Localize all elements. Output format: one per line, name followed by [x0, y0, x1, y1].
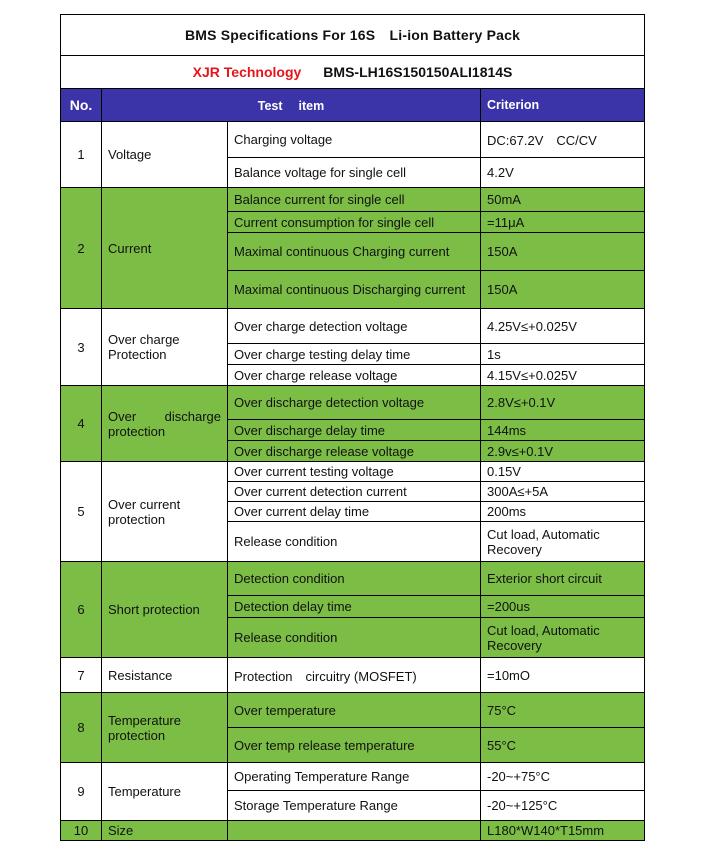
test-item: Over charge release voltage — [228, 365, 481, 386]
test-item: Charging voltage — [228, 122, 481, 158]
section-name: Temperature — [102, 763, 228, 821]
row-number: 4 — [61, 386, 102, 462]
criterion-line: Cut load, Automatic — [487, 622, 600, 638]
section-name: Resistance — [102, 658, 228, 693]
table-header — [61, 89, 645, 122]
test-item: Over discharge delay time — [228, 420, 481, 441]
test-item: Over charge detection voltage — [228, 309, 481, 344]
table-row — [61, 309, 645, 344]
section-name: Size — [102, 821, 228, 841]
section-name-line — [108, 409, 221, 424]
row-number: 10 — [61, 821, 102, 841]
section-name-line: Over charge — [108, 332, 180, 347]
section-name — [102, 309, 228, 386]
document-title: BMS Specifications For 16S Li-ion Battery Pack — [61, 15, 645, 56]
section-name-line: protection — [108, 423, 166, 439]
test-item: Over current testing voltage — [228, 462, 481, 482]
section-name-line: Protection — [108, 347, 167, 362]
table-row — [61, 821, 645, 841]
criterion: 4.2V — [481, 158, 645, 188]
test-item — [228, 821, 481, 841]
test-item: Release condition — [228, 618, 481, 658]
test-item: Maximal continuous Discharging current — [228, 271, 481, 309]
criterion-line: Recovery — [487, 541, 542, 557]
test-item: Balance voltage for single cell — [228, 158, 481, 188]
table-row — [61, 658, 645, 693]
header-criterion: Criterion — [481, 89, 645, 122]
section-name — [102, 386, 228, 462]
brand-model-row — [61, 56, 645, 89]
section-name-line: Temperature — [108, 712, 181, 728]
test-item: Over charge testing delay time — [228, 344, 481, 365]
criterion: 4.25V≤+0.025V — [481, 309, 645, 344]
test-item: Over temp release temperature — [228, 728, 481, 763]
test-item: Detection condition — [228, 562, 481, 596]
criterion: =200us — [481, 596, 645, 618]
row-number: 2 — [61, 188, 102, 309]
section-name-line: protection — [108, 727, 166, 743]
criterion: =11μA — [481, 212, 645, 233]
section-name-line: Over current — [108, 496, 181, 512]
test-item: Over current delay time — [228, 502, 481, 522]
criterion: 200ms — [481, 502, 645, 522]
table-row — [61, 693, 645, 728]
criterion — [481, 522, 645, 562]
criterion: 1s — [481, 344, 645, 365]
section-name-word: discharge — [164, 408, 221, 424]
criterion: 300A≤+5A — [481, 482, 645, 502]
row-number: 3 — [61, 309, 102, 386]
test-item: Operating Temperature Range — [228, 763, 481, 791]
section-name: Current — [102, 188, 228, 309]
table-row — [61, 562, 645, 596]
test-item: Over discharge detection voltage — [228, 386, 481, 420]
test-item: Maximal continuous Charging current — [228, 233, 481, 271]
section-name-line: protection — [108, 511, 166, 527]
row-number: 5 — [61, 462, 102, 562]
row-number: 6 — [61, 562, 102, 658]
model-number: BMS-LH16S150150ALI1814S — [323, 64, 513, 80]
section-name: Voltage — [102, 122, 228, 188]
test-item: Protection circuitry (MOSFET) — [228, 658, 481, 693]
criterion: -20~+75°C — [481, 763, 645, 791]
test-item: Current consumption for single cell — [228, 212, 481, 233]
criterion — [481, 618, 645, 658]
criterion: 2.9v≤+0.1V — [481, 441, 645, 462]
criterion: 150A — [481, 271, 645, 309]
criterion-line: Cut load, Automatic — [487, 526, 600, 542]
row-number: 7 — [61, 658, 102, 693]
row-number: 9 — [61, 763, 102, 821]
test-item: Over current detection current — [228, 482, 481, 502]
criterion: Exterior short circuit — [481, 562, 645, 596]
table-row — [61, 462, 645, 482]
test-item: Detection delay time — [228, 596, 481, 618]
row-number: 8 — [61, 693, 102, 763]
header-test-item: Test item — [102, 89, 481, 122]
test-item: Storage Temperature Range — [228, 791, 481, 821]
test-item: Balance current for single cell — [228, 188, 481, 212]
section-name-word: Over — [108, 408, 137, 424]
criterion: 150A — [481, 233, 645, 271]
test-item: Over discharge release voltage — [228, 441, 481, 462]
criterion: 0.15V — [481, 462, 645, 482]
criterion: DC:67.2V CC/CV — [481, 122, 645, 158]
criterion: =10mO — [481, 658, 645, 693]
header-no: No. — [61, 89, 102, 122]
criterion: 4.15V≤+0.025V — [481, 365, 645, 386]
criterion: L180*W140*T15mm — [481, 821, 645, 841]
section-name: Short protection — [102, 562, 228, 658]
section-name — [102, 693, 228, 763]
row-number: 1 — [61, 122, 102, 188]
section-name — [102, 462, 228, 562]
criterion: 55°C — [481, 728, 645, 763]
criterion: 75°C — [481, 693, 645, 728]
table-row — [61, 122, 645, 158]
test-item: Release condition — [228, 522, 481, 562]
criterion: 2.8V≤+0.1V — [481, 386, 645, 420]
table-row — [61, 386, 645, 420]
test-item: Over temperature — [228, 693, 481, 728]
brand-name: XJR Technology — [192, 64, 302, 80]
criterion: -20~+125°C — [481, 791, 645, 821]
table-row — [61, 188, 645, 212]
criterion-line: Recovery — [487, 637, 542, 653]
table-row — [61, 763, 645, 791]
criterion: 144ms — [481, 420, 645, 441]
bms-spec-table — [60, 14, 645, 841]
criterion: 50mA — [481, 188, 645, 212]
